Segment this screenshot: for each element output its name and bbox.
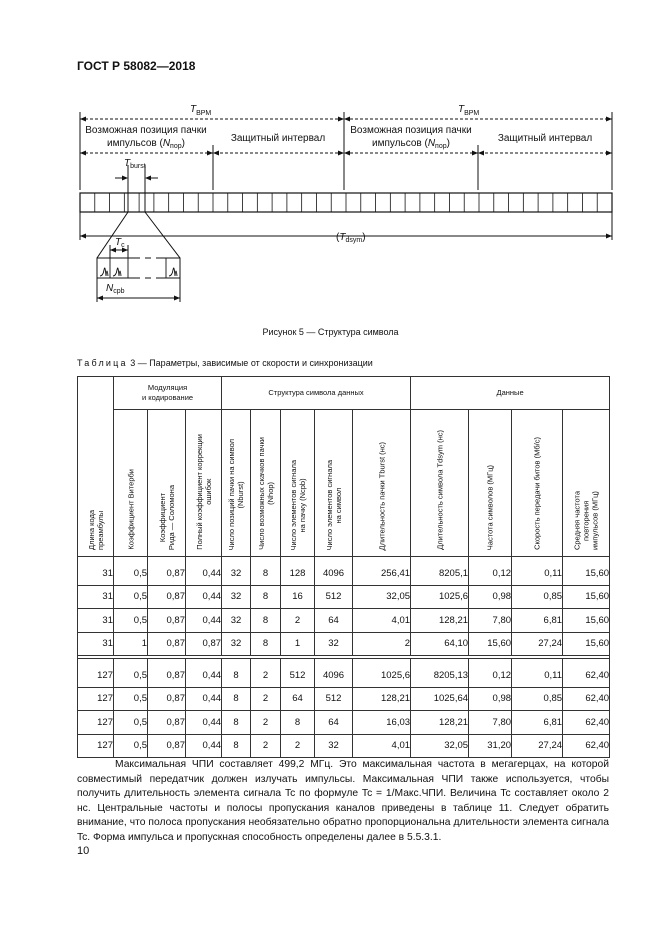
group-data-header: Данные bbox=[411, 377, 610, 410]
table-cell: 31 bbox=[78, 557, 114, 586]
table-row bbox=[78, 659, 610, 688]
table-cell: 512 bbox=[281, 659, 315, 688]
table-cell: 2 bbox=[251, 687, 281, 711]
table-cell: 15,60 bbox=[563, 632, 610, 656]
table-cell: 8 bbox=[251, 632, 281, 656]
table-cell: 2 bbox=[281, 734, 315, 758]
table-cell: 2 bbox=[251, 734, 281, 758]
table-cell: 128,21 bbox=[353, 687, 411, 711]
table-cell: 0,11 bbox=[512, 557, 563, 586]
table-cell: 128,21 bbox=[411, 609, 469, 633]
table-cell: 0,44 bbox=[186, 585, 222, 609]
table-cell: 62,40 bbox=[563, 711, 610, 735]
table-cell: 0,5 bbox=[114, 734, 148, 758]
col-chips-header: Число элементов сигнала на символ bbox=[315, 410, 353, 557]
table-cell: 27,24 bbox=[512, 632, 563, 656]
table-cell: 32 bbox=[222, 585, 251, 609]
table-cell: 16 bbox=[281, 585, 315, 609]
table-cell: 0,5 bbox=[114, 687, 148, 711]
table-cell: 31,20 bbox=[469, 734, 512, 758]
table-cell: 1025,6 bbox=[411, 585, 469, 609]
table-cell: 127 bbox=[78, 659, 114, 688]
table-group-127 bbox=[78, 659, 610, 758]
table-cell: 0,87 bbox=[186, 632, 222, 656]
table-cell: 62,40 bbox=[563, 687, 610, 711]
table-cell: 127 bbox=[78, 687, 114, 711]
table-cell: 2 bbox=[251, 659, 281, 688]
table-cell: 0,87 bbox=[148, 711, 186, 735]
table-cell: 2 bbox=[353, 632, 411, 656]
table-cell: 256,41 bbox=[353, 557, 411, 586]
table-cell: 27,24 bbox=[512, 734, 563, 758]
table-row bbox=[78, 632, 610, 656]
table-cell: 0,44 bbox=[186, 711, 222, 735]
table-cell: 32 bbox=[222, 632, 251, 656]
group-modulation-header: Модуляция и кодирование bbox=[114, 377, 222, 410]
table-cell: 4096 bbox=[315, 557, 353, 586]
table-cell: 0,98 bbox=[469, 585, 512, 609]
burst-position-label-1b: импульсов $(N_{пор})$ bbox=[107, 138, 185, 150]
table-cell: 32 bbox=[222, 609, 251, 633]
table-cell: 0,5 bbox=[114, 609, 148, 633]
table-cell: 7,80 bbox=[469, 711, 512, 735]
table-cell: 0,87 bbox=[148, 687, 186, 711]
table-row bbox=[78, 557, 610, 586]
table-cell: 0,87 bbox=[148, 659, 186, 688]
table-cell: 1 bbox=[281, 632, 315, 656]
table-cell: 0,87 bbox=[148, 609, 186, 633]
col-bitrate-header: Скорость передачи битов (Мб/с) bbox=[512, 410, 563, 557]
col-rs-header: Коэффициент Рида — Соломона bbox=[148, 410, 186, 557]
table-cell: 8 bbox=[222, 687, 251, 711]
parameters-table bbox=[77, 376, 610, 758]
guard-interval-label-2: Защитный интервал bbox=[497, 133, 593, 144]
figure-caption: Рисунок 5 — Структура символа bbox=[262, 327, 399, 337]
table-cell: 32,05 bbox=[353, 585, 411, 609]
col-tburst-header: Длительность пачки Tburst (нс) bbox=[353, 410, 411, 557]
table-title: Таблица 3 — Параметры, зависимые от скорости и синхронизации bbox=[77, 358, 373, 368]
ncpb-label: $N_{cpb}$ bbox=[106, 283, 125, 295]
table-cell: 127 bbox=[78, 711, 114, 735]
table-cell: 6,81 bbox=[512, 711, 563, 735]
table-cell: 15,60 bbox=[563, 585, 610, 609]
table-cell: 0,12 bbox=[469, 659, 512, 688]
table-cell: 0,5 bbox=[114, 659, 148, 688]
table-cell: 4,01 bbox=[353, 609, 411, 633]
table-cell: 0,5 bbox=[114, 711, 148, 735]
table-cell: 31 bbox=[78, 632, 114, 656]
table-cell: 1025,64 bbox=[411, 687, 469, 711]
col-tdsym-header: Длительность символа Tdsym (нс) bbox=[411, 410, 469, 557]
table-cell: 64 bbox=[281, 687, 315, 711]
table-cell: 62,40 bbox=[563, 659, 610, 688]
table-row bbox=[78, 687, 610, 711]
tc-label: $T_c$ bbox=[115, 237, 125, 249]
table-cell: 0,87 bbox=[148, 632, 186, 656]
table-cell: 0,87 bbox=[148, 557, 186, 586]
table-cell: 0,85 bbox=[512, 585, 563, 609]
table-cell: 6,81 bbox=[512, 609, 563, 633]
col-symrate-header: Частота символов (МГц) bbox=[469, 410, 512, 557]
table-cell: 15,60 bbox=[563, 557, 610, 586]
col-ncpb-header: Число элементов сигнала на пачку (Ncpb) bbox=[281, 410, 315, 557]
table-cell: 0,44 bbox=[186, 734, 222, 758]
table-cell: 32,05 bbox=[411, 734, 469, 758]
table-cell: 0,87 bbox=[148, 734, 186, 758]
table-cell: 0,44 bbox=[186, 557, 222, 586]
table-cell: 16,03 bbox=[353, 711, 411, 735]
table-cell: 2 bbox=[281, 609, 315, 633]
table-cell: 1 bbox=[114, 632, 148, 656]
document-header: ГОСТ Р 58082—2018 bbox=[77, 59, 196, 73]
table-cell: 4096 bbox=[315, 659, 353, 688]
table-cell: 1025,6 bbox=[353, 659, 411, 688]
table-cell: 8 bbox=[251, 609, 281, 633]
table-cell: 127 bbox=[78, 734, 114, 758]
col-total-header: Полный коэффициент коррекции ошибок bbox=[186, 410, 222, 557]
table-cell: 0,87 bbox=[148, 585, 186, 609]
table-cell: 32 bbox=[315, 632, 353, 656]
symbol-structure-figure bbox=[0, 0, 661, 320]
table-cell: 0,12 bbox=[469, 557, 512, 586]
table-cell: 0,44 bbox=[186, 687, 222, 711]
table-cell: 31 bbox=[78, 585, 114, 609]
table-cell: 4,01 bbox=[353, 734, 411, 758]
table-row bbox=[78, 734, 610, 758]
table-cell: 8 bbox=[251, 585, 281, 609]
table-cell: 2 bbox=[251, 711, 281, 735]
tburst-label: $T_{burst}$ bbox=[124, 158, 146, 170]
table-cell: 31 bbox=[78, 609, 114, 633]
table-cell: 32 bbox=[315, 734, 353, 758]
table-cell: 8 bbox=[222, 711, 251, 735]
table-cell: 0,44 bbox=[186, 609, 222, 633]
table-cell: 32 bbox=[222, 557, 251, 586]
burst-position-label-2b: импульсов $(N_{пор})$ bbox=[372, 138, 450, 150]
table-cell: 0,85 bbox=[512, 687, 563, 711]
table-cell: 512 bbox=[315, 687, 353, 711]
table-cell: 0,5 bbox=[114, 585, 148, 609]
tbpm-label-2: $T_{ВРМ}$ bbox=[458, 104, 480, 117]
table-cell: 8205,1 bbox=[411, 557, 469, 586]
table-cell: 8205,13 bbox=[411, 659, 469, 688]
table-row bbox=[78, 711, 610, 735]
burst-position-label-1a: Возможная позиция пачки bbox=[85, 125, 207, 136]
table-group-31 bbox=[78, 557, 610, 656]
table-cell: 15,60 bbox=[469, 632, 512, 656]
burst-position-label-2a: Возможная позиция пачки bbox=[350, 125, 472, 136]
tbpm-label-1: $T_{ВРМ}$ bbox=[190, 104, 212, 117]
tdsym-label: $(T_{dsym})$ bbox=[336, 232, 366, 244]
table-cell: 8 bbox=[222, 734, 251, 758]
table-cell: 7,80 bbox=[469, 609, 512, 633]
table-cell: 0,5 bbox=[114, 557, 148, 586]
table-cell: 128 bbox=[281, 557, 315, 586]
page-number: 10 bbox=[77, 845, 90, 857]
table-cell: 8 bbox=[281, 711, 315, 735]
col-prf-header: Средняя частота повторения импульсов (МГц) bbox=[563, 410, 610, 557]
table-cell: 0,98 bbox=[469, 687, 512, 711]
col-viterbi-header: Коэффициент Витерби bbox=[114, 410, 148, 557]
table-cell: 64,10 bbox=[411, 632, 469, 656]
table-cell: 128,21 bbox=[411, 711, 469, 735]
col-nhop-header: Число возможных скачков пачки (Nhop) bbox=[251, 410, 281, 557]
table-cell: 64 bbox=[315, 609, 353, 633]
table-cell: 62,40 bbox=[563, 734, 610, 758]
table-cell: 512 bbox=[315, 585, 353, 609]
table-row bbox=[78, 585, 610, 609]
table-cell: 0,44 bbox=[186, 659, 222, 688]
table-cell: 64 bbox=[315, 711, 353, 735]
table-cell: 0,11 bbox=[512, 659, 563, 688]
group-structure-header: Структура символа данных bbox=[222, 377, 411, 410]
table-row bbox=[78, 609, 610, 633]
table-cell: 8 bbox=[222, 659, 251, 688]
col-preamble-header: Длина кода преамбулы bbox=[78, 377, 114, 557]
guard-interval-label-1: Защитный интервал bbox=[230, 133, 326, 144]
body-paragraph: Максимальная ЧПИ составляет 499,2 МГц. Это максимальная частота в мегагерцах, на которой совместимый передатчик должен излучать импульсы. Максимальная ЧПИ также используется, чтобы получить длительность элемента сигнала Tc по формуле Tc = 1/Макс.ЧПИ. Величина Tc составляет около 2 нс. Центральные частоты и полосы пропускания каналов приведены в таблице 11. Следует обратить внимание, что полоса пропускания необязательно обратно пропорциональна длительности элемента сигнала Tc. Форма импульса и пропускная способность определены далее в 5.5.3.1. bbox=[77, 759, 609, 843]
col-nburst-header: Число позиций пачки на символ (Nburst) bbox=[222, 410, 251, 557]
table-cell: 15,60 bbox=[563, 609, 610, 633]
table-cell: 8 bbox=[251, 557, 281, 586]
